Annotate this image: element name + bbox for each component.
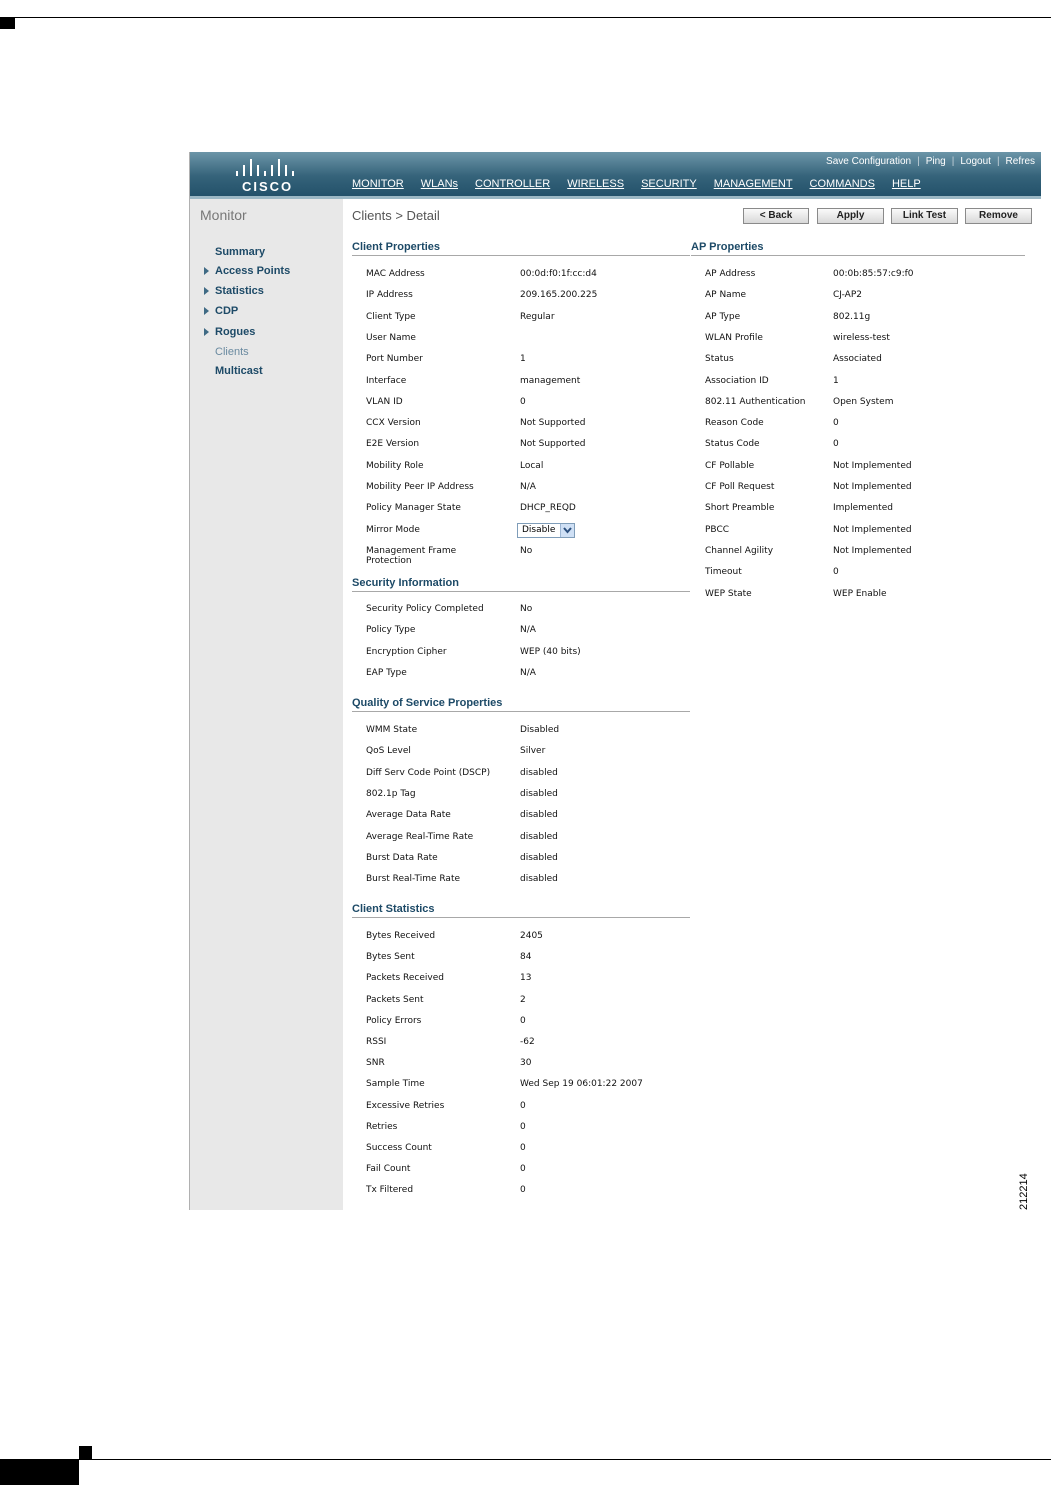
mirror-mode-value: Disable	[522, 525, 556, 535]
tx-filtered-value: 0	[520, 1185, 526, 1195]
cisco-bars-icon	[236, 158, 296, 176]
sidebar-item-label: Access Points	[215, 265, 291, 277]
user-name-label: User Name	[366, 333, 416, 343]
cf-poll-request-value: Not Implemented	[833, 482, 912, 492]
pbcc-label: PBCC	[705, 525, 730, 535]
status-code-value: 0	[833, 439, 839, 449]
utility-links	[820, 156, 1041, 167]
management-frame-line2-label: Protection	[366, 556, 412, 566]
burst-real-time-rate-label: Burst Real-Time Rate	[366, 874, 461, 884]
client-type-value: Regular	[520, 312, 555, 322]
ping-link[interactable]: Ping	[925, 156, 946, 167]
qos-level-value: Silver	[520, 746, 546, 756]
mac-address-value: 00:0d:f0:1f:cc:d4	[520, 269, 597, 279]
bottom-corner-block	[0, 1460, 79, 1485]
eap-type-label: EAP Type	[366, 668, 407, 678]
status-code-label: Status Code	[705, 439, 760, 449]
average-data-rate-value: disabled	[520, 810, 558, 820]
burst-data-rate-value: disabled	[520, 853, 558, 863]
client-properties-divider	[352, 255, 690, 256]
wmm-state-label: WMM State	[366, 725, 418, 735]
channel-agility-label: Channel Agility	[705, 546, 774, 556]
page-title: Clients > Detail	[352, 208, 440, 223]
top-corner-mark	[0, 18, 15, 29]
short-preamble-value: Implemented	[833, 503, 893, 513]
ap-properties-divider	[691, 255, 1025, 256]
chevron-down-icon[interactable]	[560, 524, 574, 537]
bytes-sent-label: Bytes Sent	[366, 952, 415, 962]
sidebar-item-label: Rogues	[215, 326, 256, 338]
sidebar-item-label: Multicast	[215, 365, 263, 377]
bytes-sent-value: 84	[520, 952, 532, 962]
wep-state-label: WEP State	[705, 589, 752, 599]
main-menu	[352, 178, 938, 190]
policy-manager-state-label: Policy Manager State	[366, 503, 461, 513]
ap-address-value: 00:0b:85:57:c9:f0	[833, 269, 914, 279]
expand-arrow-icon	[204, 287, 209, 295]
bottom-corner-mark	[79, 1446, 92, 1459]
cf-poll-request-label: CF Poll Request	[705, 482, 775, 492]
cisco-wordmark: CISCO	[242, 179, 294, 194]
encryption-cipher-value: WEP (40 bits)	[520, 647, 581, 657]
client-statistics-divider	[352, 917, 690, 918]
ip-address-value: 209.165.200.225	[520, 290, 598, 300]
expand-arrow-icon	[204, 307, 209, 315]
interface-value: management	[520, 376, 581, 386]
timeout-label: Timeout	[705, 567, 742, 577]
link-test-button[interactable]: Link Test	[891, 208, 958, 224]
menu-wireless[interactable]: WIRELESS	[567, 178, 625, 190]
bottom-rule	[0, 1459, 1051, 1460]
client-properties-heading: Client Properties	[352, 241, 441, 253]
802-1p-tag-label: 802.1p Tag	[366, 789, 416, 799]
security-policy-completed-label: Security Policy Completed	[366, 604, 484, 614]
mirror-mode-label: Mirror Mode	[366, 525, 420, 535]
expand-arrow-icon	[204, 328, 209, 336]
ap-type-label: AP Type	[705, 312, 741, 322]
vlan-id-value: 0	[520, 397, 526, 407]
rssi-value: -62	[520, 1037, 535, 1047]
eap-type-value: N/A	[520, 668, 536, 678]
wlan-profile-value: wireless-test	[833, 333, 890, 343]
burst-data-rate-label: Burst Data Rate	[366, 853, 438, 863]
wlan-profile-label: WLAN Profile	[705, 333, 763, 343]
rssi-label: RSSI	[366, 1037, 387, 1047]
menu-security[interactable]: SECURITY	[641, 178, 697, 190]
sidebar	[190, 199, 343, 1210]
vlan-id-label: VLAN ID	[366, 397, 403, 407]
ap-address-label: AP Address	[705, 269, 756, 279]
ccx-version-value: Not Supported	[520, 418, 586, 428]
top-rule	[0, 17, 1051, 18]
retries-value: 0	[520, 1122, 526, 1132]
expand-arrow-icon	[204, 267, 209, 275]
diff-serv-code-point-dscp-value: disabled	[520, 768, 558, 778]
mac-address-label: MAC Address	[366, 269, 425, 279]
qos-properties-heading: Quality of Service Properties	[352, 697, 503, 709]
back-button[interactable]: < Back	[743, 208, 809, 224]
association-id-label: Association ID	[705, 376, 769, 386]
qos-level-label: QoS Level	[366, 746, 411, 756]
util-separator: |	[917, 156, 920, 167]
security-information-divider	[352, 591, 690, 592]
menu-management[interactable]: MANAGEMENT	[713, 178, 793, 190]
encryption-cipher-label: Encryption Cipher	[366, 647, 447, 657]
sidebar-item-label: CDP	[215, 305, 239, 317]
interface-label: Interface	[366, 376, 407, 386]
top-banner	[190, 152, 1041, 196]
ap-name-label: AP Name	[705, 290, 746, 300]
excessive-retries-value: 0	[520, 1101, 526, 1111]
packets-sent-value: 2	[520, 995, 526, 1005]
packets-sent-label: Packets Sent	[366, 995, 424, 1005]
figure-id: 212214	[1018, 1173, 1030, 1210]
success-count-label: Success Count	[366, 1143, 432, 1153]
apply-button[interactable]: Apply	[817, 208, 884, 224]
policy-errors-label: Policy Errors	[366, 1016, 422, 1026]
mirror-mode-select[interactable]	[517, 523, 575, 538]
ap-properties-heading: AP Properties	[691, 241, 764, 253]
success-count-value: 0	[520, 1143, 526, 1153]
util-separator: |	[996, 156, 1000, 167]
util-separator: |	[951, 156, 955, 167]
status-value: Associated	[833, 354, 882, 364]
sidebar-item-label: Clients	[215, 346, 249, 358]
average-real-time-rate-label: Average Real-Time Rate	[366, 832, 474, 842]
menu-controller[interactable]: CONTROLLER	[475, 178, 551, 190]
sidebar-item-summary[interactable]	[215, 246, 265, 258]
snr-value: 30	[520, 1058, 532, 1068]
sidebar-item-statistics[interactable]	[215, 285, 264, 297]
fail-count-label: Fail Count	[366, 1164, 411, 1174]
remove-button[interactable]: Remove	[965, 208, 1032, 224]
mobility-peer-ip-address-label: Mobility Peer IP Address	[366, 482, 474, 492]
short-preamble-label: Short Preamble	[705, 503, 775, 513]
average-real-time-rate-value: disabled	[520, 832, 558, 842]
cf-pollable-value: Not Implemented	[833, 461, 912, 471]
policy-manager-state-value: DHCP_REQD	[520, 503, 576, 513]
save-configuration-link[interactable]: Save Configuration	[826, 156, 912, 167]
packets-received-value: 13	[520, 973, 532, 983]
cf-pollable-label: CF Pollable	[705, 461, 755, 471]
sidebar-item-label: Statistics	[215, 285, 264, 297]
ap-name-value: CJ-AP2	[833, 290, 862, 300]
channel-agility-value: Not Implemented	[833, 546, 912, 556]
mobility-role-value: Local	[520, 461, 544, 471]
802-11-authentication-value: Open System	[833, 397, 894, 407]
port-number-value: 1	[520, 354, 526, 364]
mobility-role-label: Mobility Role	[366, 461, 424, 471]
sidebar-item-clients[interactable]	[215, 346, 249, 358]
excessive-retries-label: Excessive Retries	[366, 1101, 445, 1111]
policy-errors-value: 0	[520, 1016, 526, 1026]
wmm-state-value: Disabled	[520, 725, 560, 735]
wep-state-value: WEP Enable	[833, 589, 887, 599]
wlc-window	[189, 152, 1041, 1210]
sample-time-value: Wed Sep 19 06:01:22 2007	[520, 1079, 643, 1089]
logout-link[interactable]: Logout	[960, 156, 991, 167]
management-frame-value: No	[520, 546, 533, 556]
mobility-peer-ip-address-value: N/A	[520, 482, 536, 492]
bytes-received-label: Bytes Received	[366, 931, 436, 941]
diff-serv-code-point-dscp-label: Diff Serv Code Point (DSCP)	[366, 768, 491, 778]
snr-label: SNR	[366, 1058, 385, 1068]
ap-type-value: 802.11g	[833, 312, 871, 322]
menu-monitor[interactable]: MONITOR	[352, 178, 404, 190]
sidebar-item-rogues[interactable]	[215, 326, 255, 338]
bytes-received-value: 2405	[520, 931, 543, 941]
802-11-authentication-label: 802.11 Authentication	[705, 397, 806, 407]
reason-code-label: Reason Code	[705, 418, 764, 428]
timeout-value: 0	[833, 567, 839, 577]
sidebar-item-multicast[interactable]	[215, 365, 263, 377]
qos-properties-divider	[352, 711, 690, 712]
average-data-rate-label: Average Data Rate	[366, 810, 451, 820]
sidebar-item-label: Summary	[215, 246, 266, 258]
burst-real-time-rate-value: disabled	[520, 874, 558, 884]
reason-code-value: 0	[833, 418, 839, 428]
sidebar-title: Monitor	[200, 207, 247, 223]
policy-type-label: Policy Type	[366, 625, 416, 635]
e2e-version-label: E2E Version	[366, 439, 420, 449]
client-type-label: Client Type	[366, 312, 416, 322]
e2e-version-value: Not Supported	[520, 439, 586, 449]
client-statistics-heading: Client Statistics	[352, 903, 435, 915]
refresh-link[interactable]: Refres	[1005, 156, 1035, 167]
pbcc-value: Not Implemented	[833, 525, 912, 535]
fail-count-value: 0	[520, 1164, 526, 1174]
management-frame-label: Management Frame	[366, 546, 457, 556]
sidebar-item-access-points[interactable]	[215, 265, 290, 277]
cisco-logo	[228, 158, 318, 194]
ccx-version-label: CCX Version	[366, 418, 421, 428]
status-label: Status	[705, 354, 734, 364]
tx-filtered-label: Tx Filtered	[366, 1185, 414, 1195]
security-policy-completed-value: No	[520, 604, 533, 614]
packets-received-label: Packets Received	[366, 973, 444, 983]
port-number-label: Port Number	[366, 354, 423, 364]
retries-label: Retries	[366, 1122, 398, 1132]
menu-commands[interactable]: COMMANDS	[809, 178, 875, 190]
sample-time-label: Sample Time	[366, 1079, 425, 1089]
security-information-heading: Security Information	[352, 577, 459, 589]
policy-type-value: N/A	[520, 625, 536, 635]
menu-wlans[interactable]: WLANs	[420, 178, 459, 190]
ip-address-label: IP Address	[366, 290, 413, 300]
sidebar-item-cdp[interactable]	[215, 305, 238, 317]
association-id-value: 1	[833, 376, 839, 386]
802-1p-tag-value: disabled	[520, 789, 558, 799]
menu-help[interactable]: HELP	[891, 178, 921, 190]
